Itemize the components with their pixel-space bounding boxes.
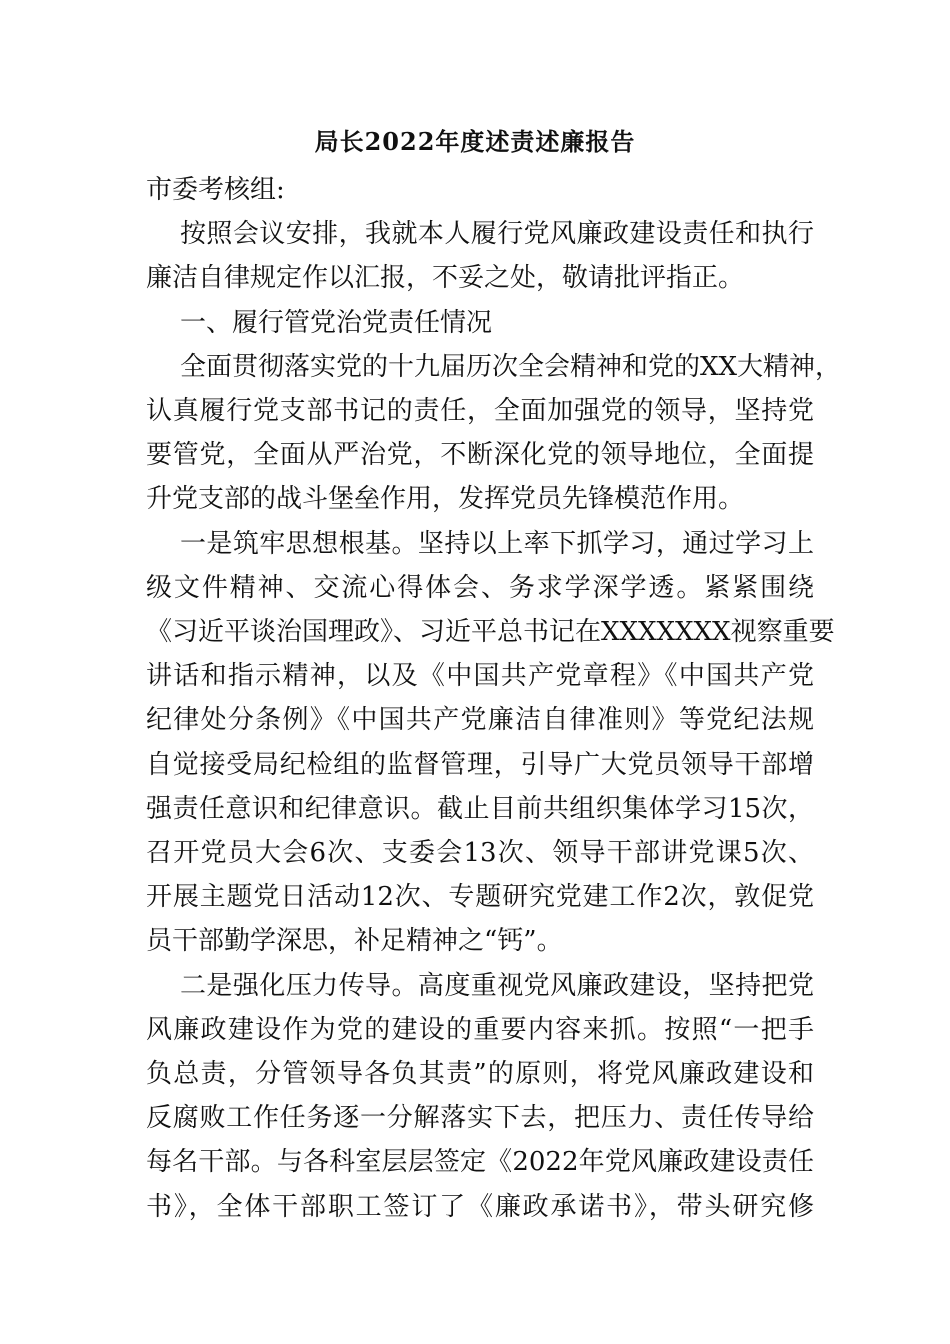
paragraph-line: 按照会议安排，我就本人履行党风廉政建设责任和执行 [180, 219, 814, 250]
paragraph-line: 二是强化压力传导。高度重视党风廉政建设，坚持把党 [180, 970, 814, 1001]
paragraph-line: 认真履行党支部书记的责任，全面加强党的领导，坚持党 [146, 396, 814, 427]
paragraph-line: 书》，全体干部职工签订了《廉政承诺书》，带头研究修 [146, 1191, 814, 1222]
paragraph-line: 讲话和指示精神，以及《中国共产党章程》《中国共产党 [146, 661, 814, 692]
paragraph-line: 一是筑牢思想根基。坚持以上率下抓学习，通过学习上 [180, 528, 814, 559]
paragraph-line: 召开党员大会6次、支委会13次、领导干部讲党课5次、 [146, 838, 814, 869]
section-heading: 一、履行管党治党责任情况 [180, 307, 493, 338]
paragraph-line: 级文件精神、交流心得体会、务求学深学透。紧紧围绕 [146, 572, 814, 603]
paragraph-line: 《习近平谈治国理政》、习近平总书记在XXXXXXX视察重要 [146, 617, 835, 648]
document-body [146, 168, 842, 1229]
paragraph-line: 负总责，分管领导各负其责”的原则，将党风廉政建设和 [146, 1059, 814, 1090]
paragraph-line: 全面贯彻落实党的十九届历次全会精神和党的XX大精神， [180, 351, 842, 382]
paragraph-line: 纪律处分条例》《中国共产党廉洁自律准则》等党纪法规 [146, 705, 814, 736]
paragraph-line: 自觉接受局纪检组的监督管理，引导广大党员领导干部增 [146, 749, 814, 780]
paragraph-line: 员干部勤学深思，补足精神之“钙”。 [146, 926, 563, 957]
paragraph-line: 反腐败工作任务逐一分解落实下去，把压力、责任传导给 [146, 1103, 814, 1134]
paragraph-line: 升党支部的战斗堡垒作用，发挥党员先锋模范作用。 [146, 484, 745, 515]
paragraph-line: 每名干部。与各科室层层签定《2022年党风廉政建设责任 [146, 1147, 814, 1178]
paragraph-line: 开展主题党日活动12次、专题研究党建工作2次，敦促党 [146, 882, 814, 913]
paragraph-line: 廉洁自律规定作以汇报，不妥之处，敬请批评指正。 [146, 263, 745, 294]
paragraph-line: 强责任意识和纪律意识。截止目前共组织集体学习15次， [146, 793, 814, 824]
salutation: 市委考核组: [146, 175, 285, 205]
document-title: 局长2022年度述责述廉报告 [314, 127, 636, 156]
paragraph-line: 风廉政建设作为党的建设的重要内容来抓。按照“一把手 [146, 1014, 814, 1045]
paragraph-line: 要管党，全面从严治党，不断深化党的领导地位，全面提 [146, 440, 814, 471]
